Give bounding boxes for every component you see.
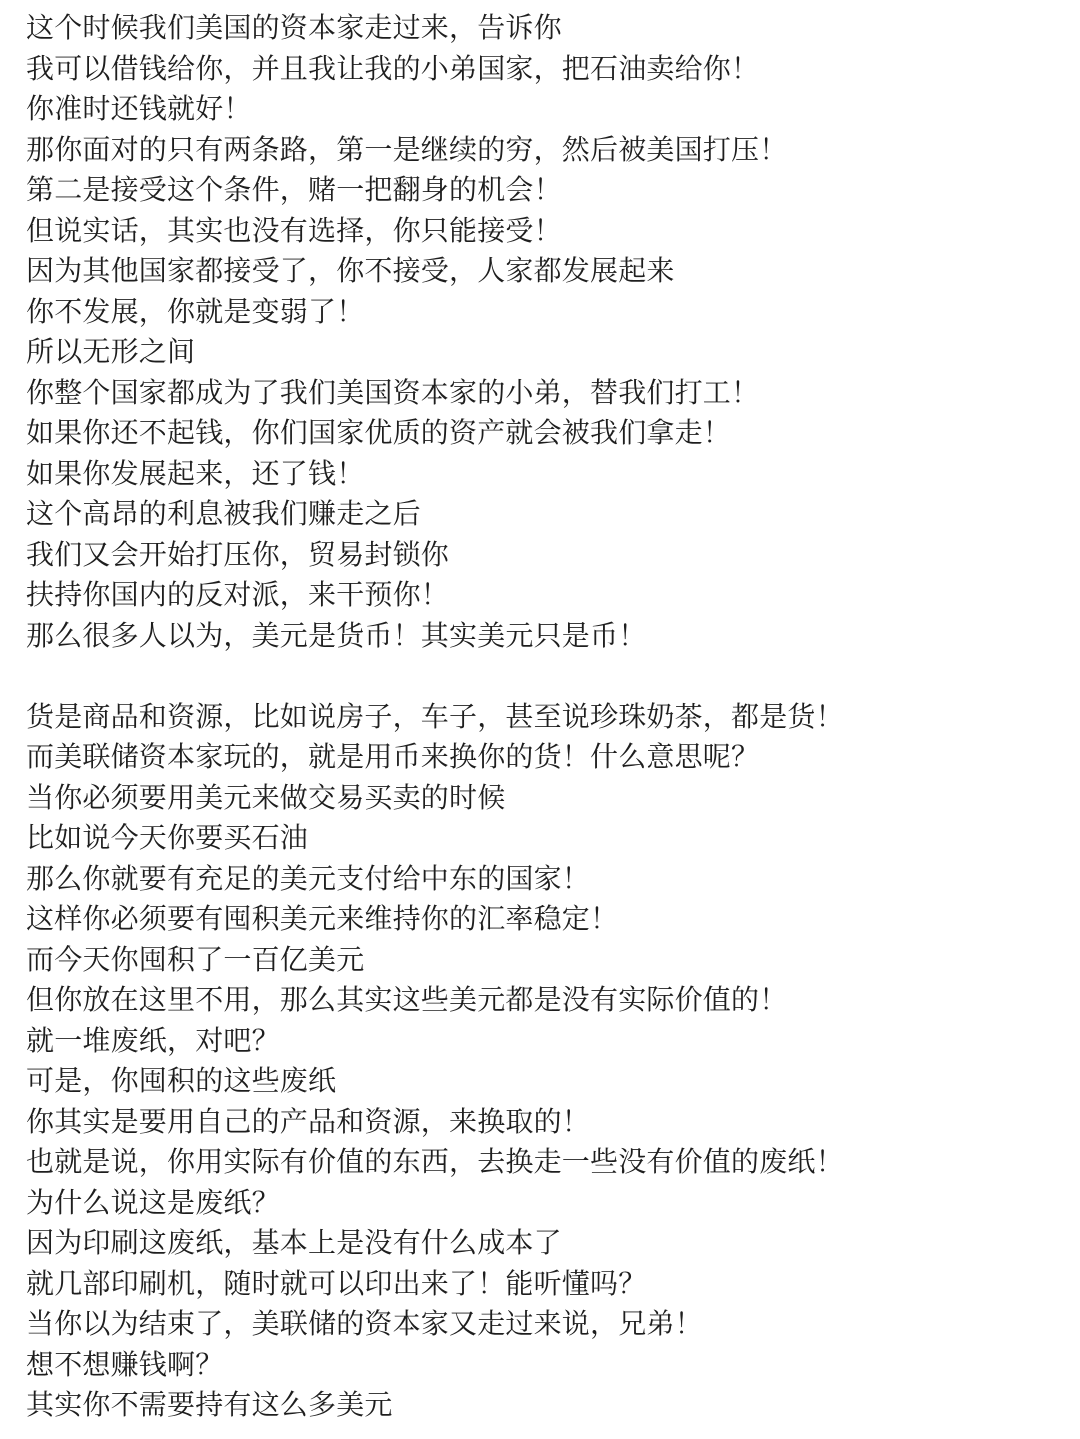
text-line: 货是商品和资源，比如说房子，车子，甚至说珍珠奶茶，都是货！ [26, 699, 844, 733]
text-line: 那你面对的只有两条路，第一是继续的穷，然后被美国打压！ [26, 132, 788, 166]
text-line: 但你放在这里不用，那么其实这些美元都是没有实际价值的！ [26, 983, 788, 1016]
text-line: 比如说今天你要买石油 [26, 821, 309, 854]
text-line: 其实你不需要持有这么多美元 [26, 1388, 393, 1421]
text-line: 当你必须要用美元来做交易买卖的时候 [26, 780, 506, 814]
text-line: 当你以为结束了，美联储的资本家又走过来说，兄弟！ [26, 1307, 703, 1340]
text-line: 因为印刷这废纸，基本上是没有什么成本了 [26, 1226, 562, 1259]
text-line: 但说实话，其实也没有选择，你只能接受！ [26, 213, 562, 247]
text-line: 你准时还钱就好！ [26, 92, 252, 125]
text-line: 你不发展，你就是变弱了！ [26, 294, 365, 328]
text-line: 如果你发展起来，还了钱！ [26, 456, 365, 490]
text-line: 为什么说这是废纸？ [26, 1185, 280, 1219]
clipped-previous-line [26, 0, 1066, 8]
text-line: 你整个国家都成为了我们美国资本家的小弟，替我们打工！ [26, 375, 760, 409]
text-line: 我可以借钱给你，并且我让我的小弟国家，把石油卖给你！ [26, 51, 760, 85]
text-line: 这个时候我们美国的资本家走过来，告诉你 [26, 11, 562, 44]
text-line: 这样你必须要有囤积美元来维持你的汇率稳定！ [26, 902, 619, 935]
text-line: 这个高昂的利息被我们赚走之后 [26, 497, 421, 530]
text-line: 那么你就要有充足的美元支付给中东的国家！ [26, 861, 591, 895]
text-line: 那么很多人以为，美元是货币！其实美元只是币！ [26, 618, 647, 652]
text-line: 我们又会开始打压你，贸易封锁你 [26, 537, 450, 571]
text-line: 想不想赚钱啊？ [26, 1347, 224, 1381]
text-line: 也就是说，你用实际有价值的东西，去换走一些没有价值的废纸！ [26, 1145, 844, 1178]
text-line: 就一堆废纸，对吧？ [26, 1023, 280, 1057]
text-line: 因为其他国家都接受了，你不接受，人家都发展起来 [26, 254, 675, 287]
text-line: 可是，你囤积的这些废纸 [26, 1064, 337, 1097]
text-line: 第二是接受这个条件，赌一把翻身的机会！ [26, 173, 562, 206]
text-line: 就几部印刷机，随时就可以印出来了！能听懂吗？ [26, 1266, 647, 1300]
document-body [26, 0, 1066, 1426]
text-line: 如果你还不起钱，你们国家优质的资产就会被我们拿走！ [26, 416, 732, 449]
text-line: 而今天你囤积了一百亿美元 [26, 942, 365, 976]
text-line: 所以无形之间 [26, 335, 196, 368]
blank-line [26, 656, 1066, 697]
text-lines [26, 8, 1066, 1426]
text-line: 而美联储资本家玩的，就是用币来换你的货！什么意思呢？ [26, 740, 760, 773]
text-line: 你其实是要用自己的产品和资源，来换取的！ [26, 1104, 591, 1138]
text-line: 扶持你国内的反对派，来干预你！ [26, 578, 450, 611]
